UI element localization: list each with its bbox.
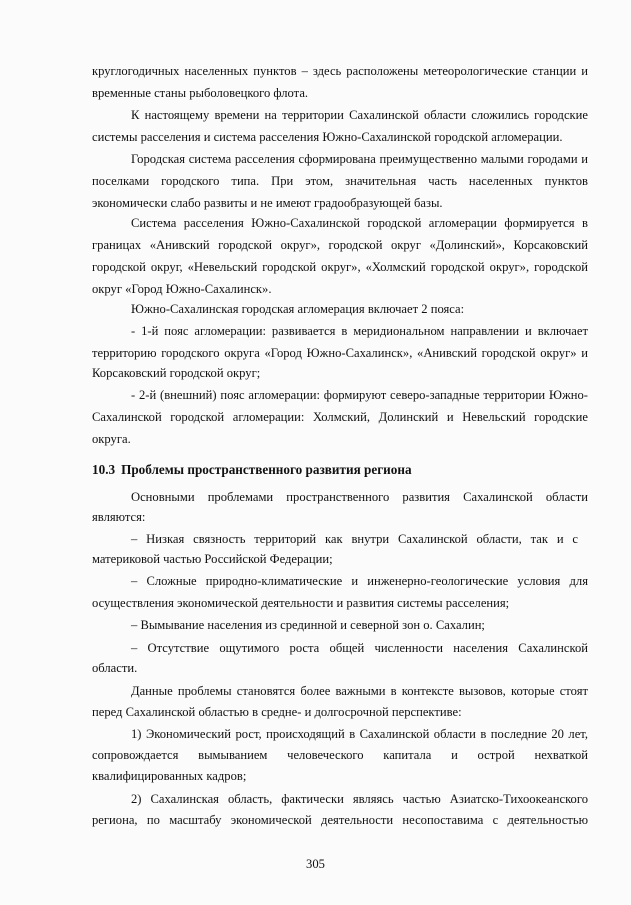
paragraph-line: территорию городского округа «Город Южно-Сахалинск», «Анивский городской округ» и bbox=[92, 346, 588, 360]
numbered-item-line: 2) Сахалинская область, фактически являясь частью Азиатско-Тихоокеанского bbox=[131, 792, 588, 806]
paragraph-line: - 1-й пояс агломерации: развивается в меридиональном направлении и включает bbox=[131, 324, 588, 338]
paragraph-line: поселками городского типа. При этом, значительная часть населенных пунктов bbox=[92, 174, 588, 188]
section-heading bbox=[92, 461, 412, 478]
list-item-line: области. bbox=[92, 661, 138, 675]
list-item-line: – Низкая связность территорий как внутри Сахалинской области, так и с bbox=[131, 532, 578, 546]
numbered-item-line: 1) Экономический рост, происходящий в Сахалинской области в последние 20 лет, bbox=[131, 727, 588, 741]
paragraph-line: К настоящему времени на территории Сахалинской области сложились городские bbox=[131, 108, 588, 122]
section-number: 10.3 bbox=[92, 462, 116, 477]
paragraph-line: - 2-й (внешний) пояс агломерации: формируют северо-западные территории Южно- bbox=[131, 388, 588, 402]
list-item-line: материковой частью Российской Федерации; bbox=[92, 552, 333, 566]
paragraph-line: экономически слабо развиты и не имеют градообразующей базы. bbox=[92, 196, 443, 210]
paragraph-line: являются: bbox=[92, 510, 146, 524]
paragraph-line: округа. bbox=[92, 432, 131, 446]
paragraph-line: системы расселения и система расселения Южно-Сахалинской городской агломерации. bbox=[92, 130, 563, 144]
numbered-item-line: региона, по масштабу экономической деятельности несопоставима с деятельностью bbox=[92, 813, 588, 827]
list-item-line: – Отсутствие ощутимого роста общей численности населения Сахалинской bbox=[131, 641, 588, 655]
paragraph-line: перед Сахалинской областью в средне- и долгосрочной перспективе: bbox=[92, 705, 462, 719]
list-item-line: – Вымывание населения из срединной и северной зон о. Сахалин; bbox=[131, 618, 485, 632]
paragraph-line: временные станы рыболовецкого флота. bbox=[92, 86, 309, 100]
numbered-item-line: сопровождается вымыванием человеческого капитала и острой нехваткой bbox=[92, 748, 588, 762]
paragraph-line: Основными проблемами пространственного развития Сахалинской области bbox=[131, 490, 588, 504]
paragraph-line: круглогодичных населенных пунктов – здесь расположены метеорологические станции и bbox=[92, 64, 588, 78]
paragraph-line: границах «Анивский городской округ», городской округ «Долинский», Корсаковский bbox=[92, 238, 588, 252]
paragraph-line: Городская система расселения сформирована преимущественно малыми городами и bbox=[131, 152, 588, 166]
paragraph-line: Сахалинской городской агломерации: Холмский, Долинский и Невельский городские bbox=[92, 410, 588, 424]
section-title: Проблемы пространственного развития региона bbox=[121, 462, 412, 477]
paragraph-line: Южно-Сахалинская городская агломерация включает 2 пояса: bbox=[131, 302, 465, 316]
list-item-line: осуществления экономической деятельности и развития системы расселения; bbox=[92, 596, 510, 610]
paragraph-line: Корсаковский городской округ; bbox=[92, 366, 261, 380]
paragraph-line: округ «Город Южно-Сахалинск». bbox=[92, 282, 272, 296]
paragraph-line: Система расселения Южно-Сахалинской городской агломерации формируется в bbox=[131, 216, 588, 230]
paragraph-line: городской округ, «Невельский городской округ», «Холмский городской округ», городской bbox=[92, 260, 588, 274]
numbered-item-line: квалифицированных кадров; bbox=[92, 769, 247, 783]
page-number: 305 bbox=[306, 857, 325, 871]
list-item-line: – Сложные природно-климатические и инженерно-геологические условия для bbox=[131, 574, 588, 588]
paragraph-line: Данные проблемы становятся более важными в контексте вызовов, которые стоят bbox=[131, 684, 588, 698]
